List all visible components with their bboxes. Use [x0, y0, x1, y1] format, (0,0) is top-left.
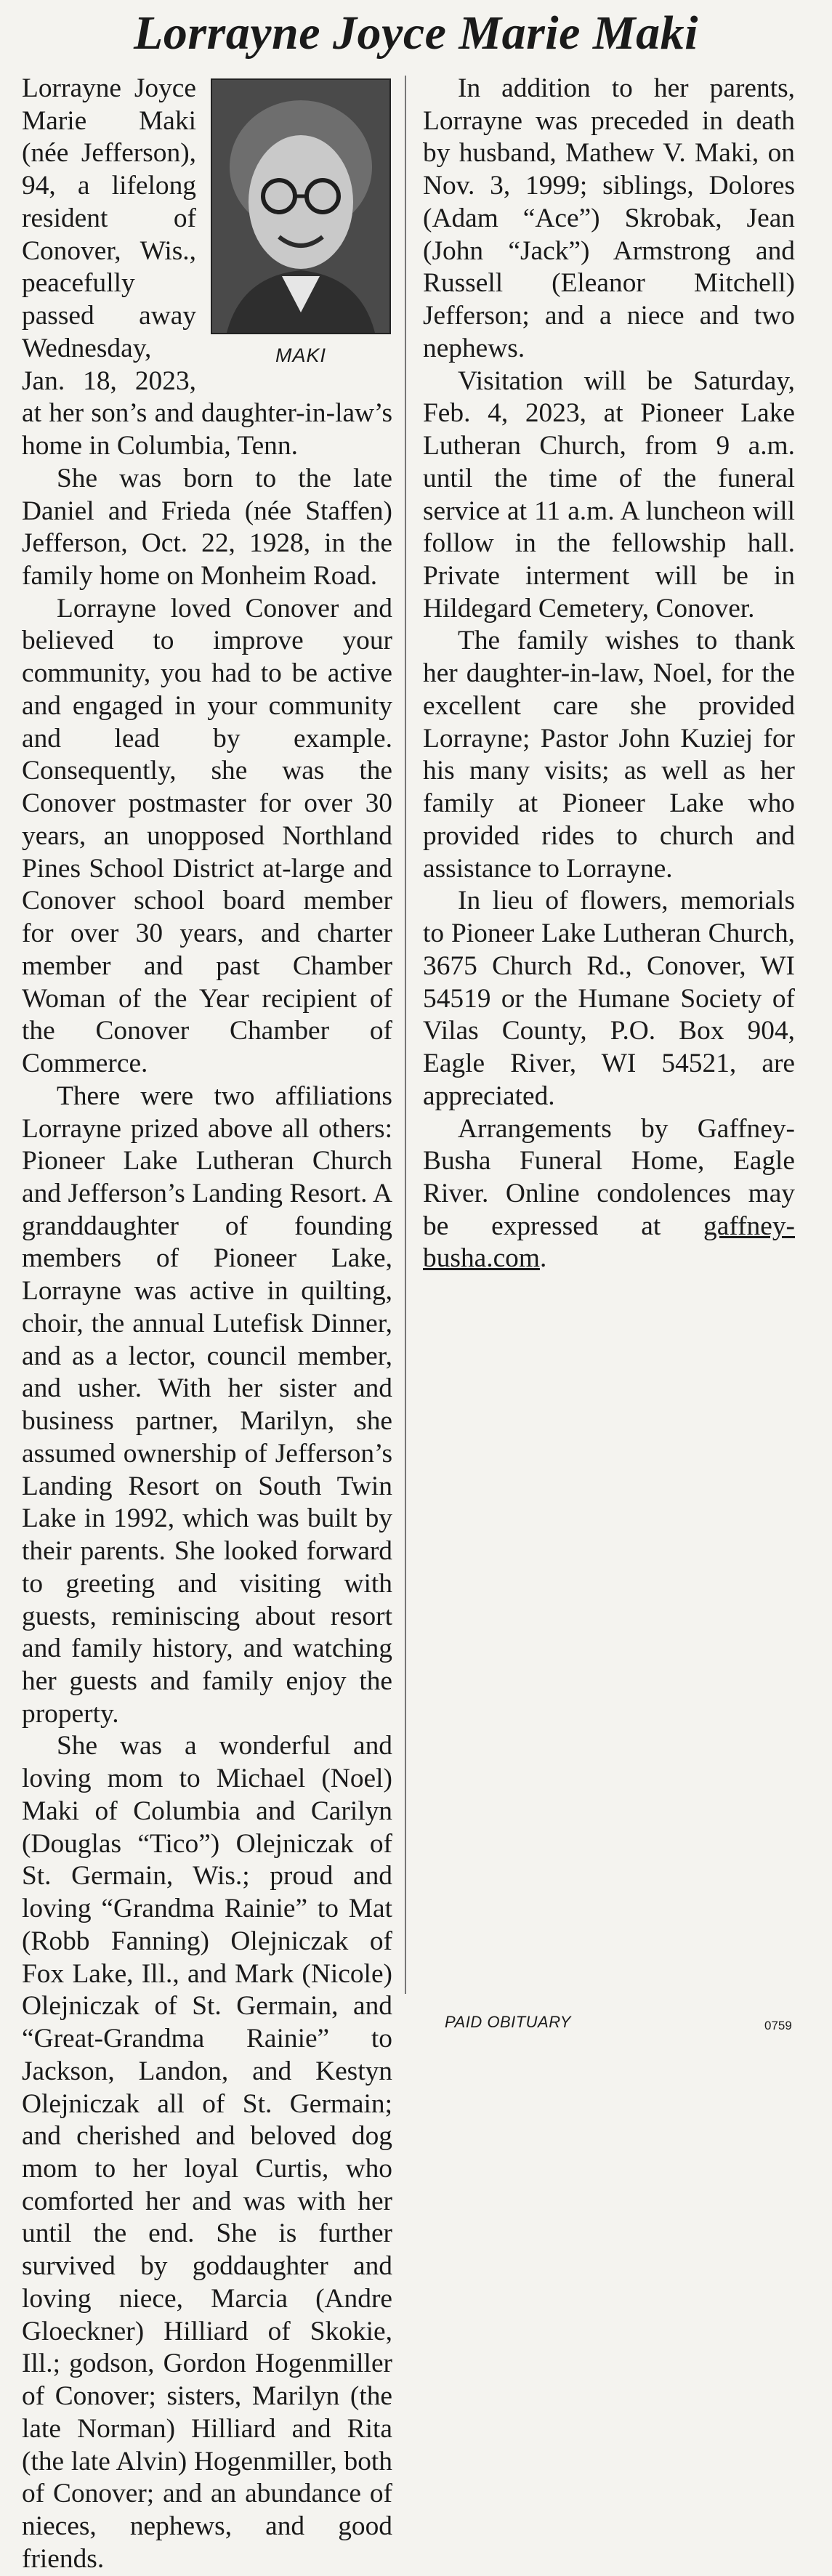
paragraph-arrangements: [423, 1113, 795, 1276]
paragraph-memorials: In lieu of flowers, memorials to Pioneer Lake Lutheran Church, 3675 Church Rd., Conover, WI 54519 or the Humane Society of Vilas County, P.O. Box 904, Eagle River, WI 54521, are appreciated.: [423, 886, 795, 1111]
portrait-figure: [209, 78, 392, 368]
paragraph-visitation: Visitation will be Saturday, Feb. 4, 2023, at Pioneer Lake Lutheran Church, from 9 a.m. until the time of the funeral service at 11 a.m. A luncheon will follow in the fellowship hall. Private interment will be in Hildegard Cemetery, Conover.: [423, 366, 795, 623]
paid-obituary-label: PAID OBITUARY: [445, 2013, 571, 2031]
paragraph-family-survivors: She was a wonderful and loving mom to Michael (Noel) Maki of Columbia and Carilyn (Douglas “Tico”) Olejniczak of St. Germain, Wis.; proud and loving “Grandma Rainie” to Mat (Robb Fanning) Olejniczak of Fox Lake, Ill., and Mark (Nicole) Olejniczak of St. Germain, and “Great-Grandma Rainie” to Jackson, Landon, and Kestyn Olejniczak all of St. Germain; and cherished and beloved dog mom to her loyal Curtis, who comforted her and was with her until the end. She is further survived by goddaughter and loving niece, Marcia (Andre Gloeckner) Hilliard of Skokie, Ill.; godson, Gordon Hogenmiller of Conover; sisters, Marilyn (the late Norman) Hilliard and Rita (the late Alvin) Hogenmiller, both of Conover; and an abundance of nieces, nephews, and good friends.: [22, 1731, 392, 2574]
portrait-caption: MAKI: [275, 344, 326, 366]
arrangements-text: Arrangements by Gaffney-Busha Funeral Home, Eagle River. Online condolences may be expressed at: [423, 1113, 795, 1241]
obituary-title: Lorrayne Joyce Marie Maki: [134, 7, 698, 60]
paragraph-community: Lorrayne loved Conover and believed to improve your community, you had to be active and engaged in your community and lead by example. Consequently, she was the Conover postmaster for over 30 years, an unopposed Northland Pines School District at-large and Conover school board member for over 30 years, and charter member and past Chamber Woman of the Year recipient of the Conover Chamber of Commerce.: [22, 593, 392, 1079]
paragraph-affiliations: There were two affiliations Lorrayne prized above all others: Pioneer Lake Lutheran Church and Jefferson’s Landing Resort. A granddaughter of founding members of Pioneer Lake, Lorrayne was active in quilting, choir, the annual Lutefisk Dinner, and as a lector, council member, and usher. With her sister and business partner, Marilyn, she assumed ownership of Jefferson’s Landing Resort on South Twin Lake in 1992, which was built by their parents. She looked forward to greeting and visiting with guests, reminiscing about resort and family history, and watching her guests and family enjoy the property.: [22, 1081, 392, 1729]
paragraph-preceded: In addition to her parents, Lorrayne was preceded in death by husband, Mathew V. Maki, on Nov. 3, 1999; siblings, Dolores (Adam “Ace”) Skrobak, Jean (John “Jack”) Armstrong and Russell (Eleanor Mitchell) Jefferson; and a niece and two nephews.: [423, 73, 795, 363]
paragraph-thanks: The family wishes to thank her daughter-in-law, Noel, for the excellent care she provided Lorrayne; Pastor John Kuziej for his many visits; as well as her family at Pioneer Lake who provided rides to church and assistance to Lorrayne.: [423, 626, 795, 884]
arrangements-end: .: [539, 1243, 547, 1274]
left-column: [22, 73, 392, 2576]
column-divider: [405, 76, 406, 1994]
ad-code: 0759: [764, 2019, 792, 2032]
portrait-photo: [211, 78, 391, 334]
paragraph-birth: She was born to the late Daniel and Frieda (née Staffen) Jefferson, Oct. 22, 1928, in the family home on Monheim Road.: [22, 463, 392, 591]
right-column: [423, 73, 795, 1275]
funeral-home-link[interactable]: gaffney-busha.com: [423, 1211, 795, 1274]
paragraph-intro: Lorrayne Joyce Marie Maki (née Jefferson), 94, a lifelong resident of Conover, Wis., peacefully passed away Wednesday, Jan. 18, 2023, at her son’s and daughter-in-law’s home in Columbia, Tenn.: [22, 73, 392, 461]
